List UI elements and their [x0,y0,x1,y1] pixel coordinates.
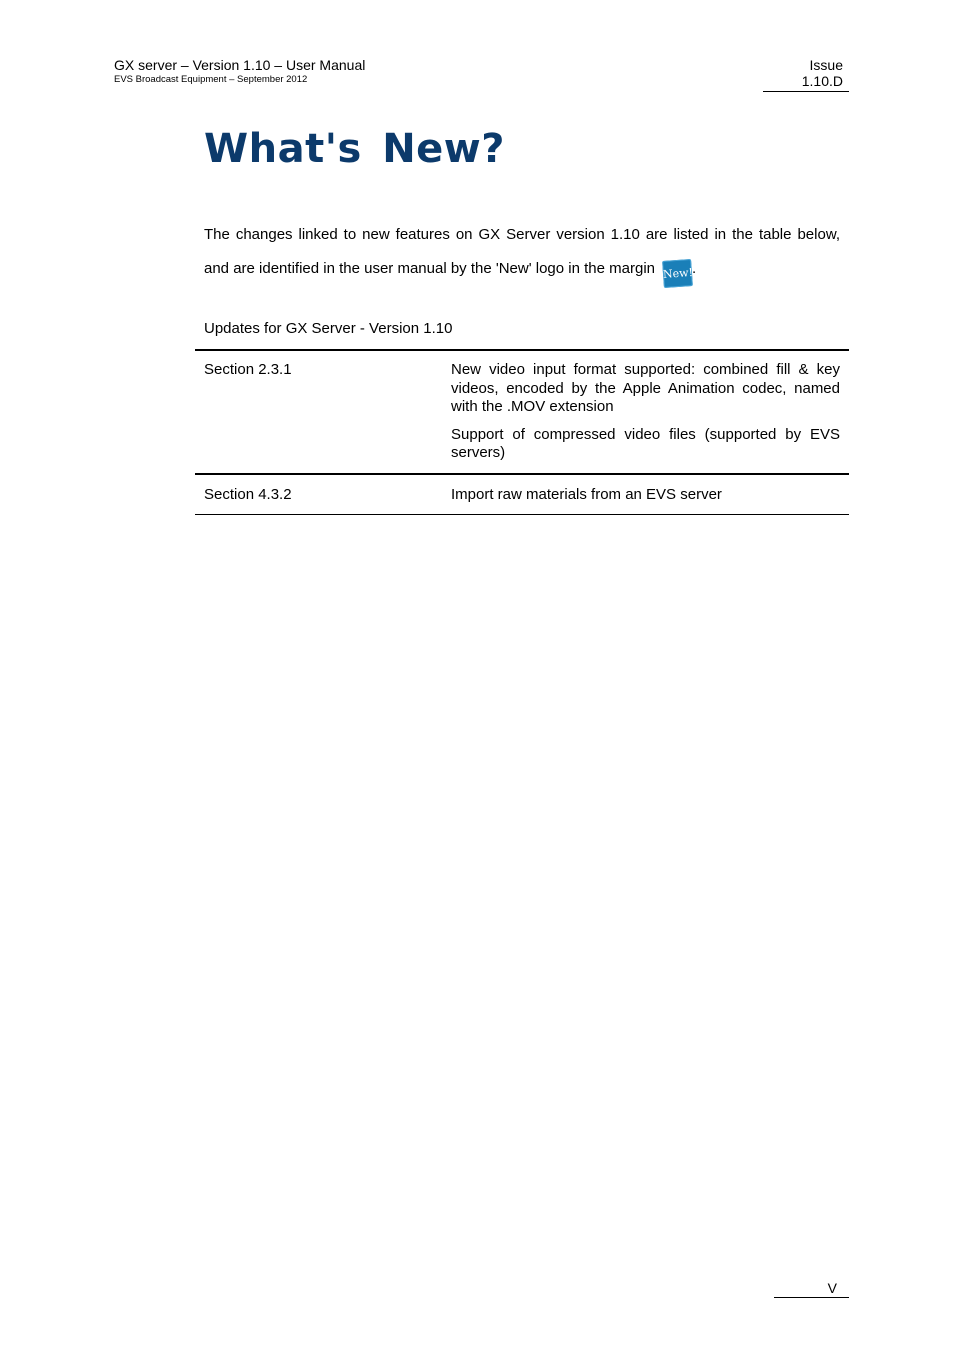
page-number-text: V [827,1280,837,1296]
issue-label: Issue [809,57,843,73]
issue-number: 1.10.D [801,73,843,89]
change-description [451,350,849,474]
intro-text: The changes linked to new features on GX Server version 1.10 are listed in the table below, and are identified in the user manual by the 'New' logo in the margin [204,226,840,277]
new-logo-icon: New! [662,259,693,288]
page-title: What's New? [204,126,505,172]
intro-paragraph [204,218,840,287]
intro-period: . [692,260,697,277]
table-caption: Updates for GX Server - Version 1.10 [204,320,453,337]
description-text: Import raw materials from an EVS server [451,486,722,503]
description-text: New video input format supported: combined fill & key videos, encoded by the Apple Animation codec, named with the .MOV extension [451,361,840,415]
running-header [114,57,365,85]
document-subtitle: EVS Broadcast Equipment – September 2012 [114,74,308,85]
issue-block [763,57,849,92]
description-text: Support of compressed video files (supported by EVS servers) [451,425,840,461]
table-row [195,474,849,515]
document-title: GX server – Version 1.10 – User Manual [114,57,366,73]
section-reference: Section 2.3.1 [195,350,451,474]
updates-table [195,349,849,515]
section-reference: Section 4.3.2 [195,474,451,515]
table-row [195,350,849,474]
page-number [774,1280,849,1298]
change-description [451,474,849,515]
